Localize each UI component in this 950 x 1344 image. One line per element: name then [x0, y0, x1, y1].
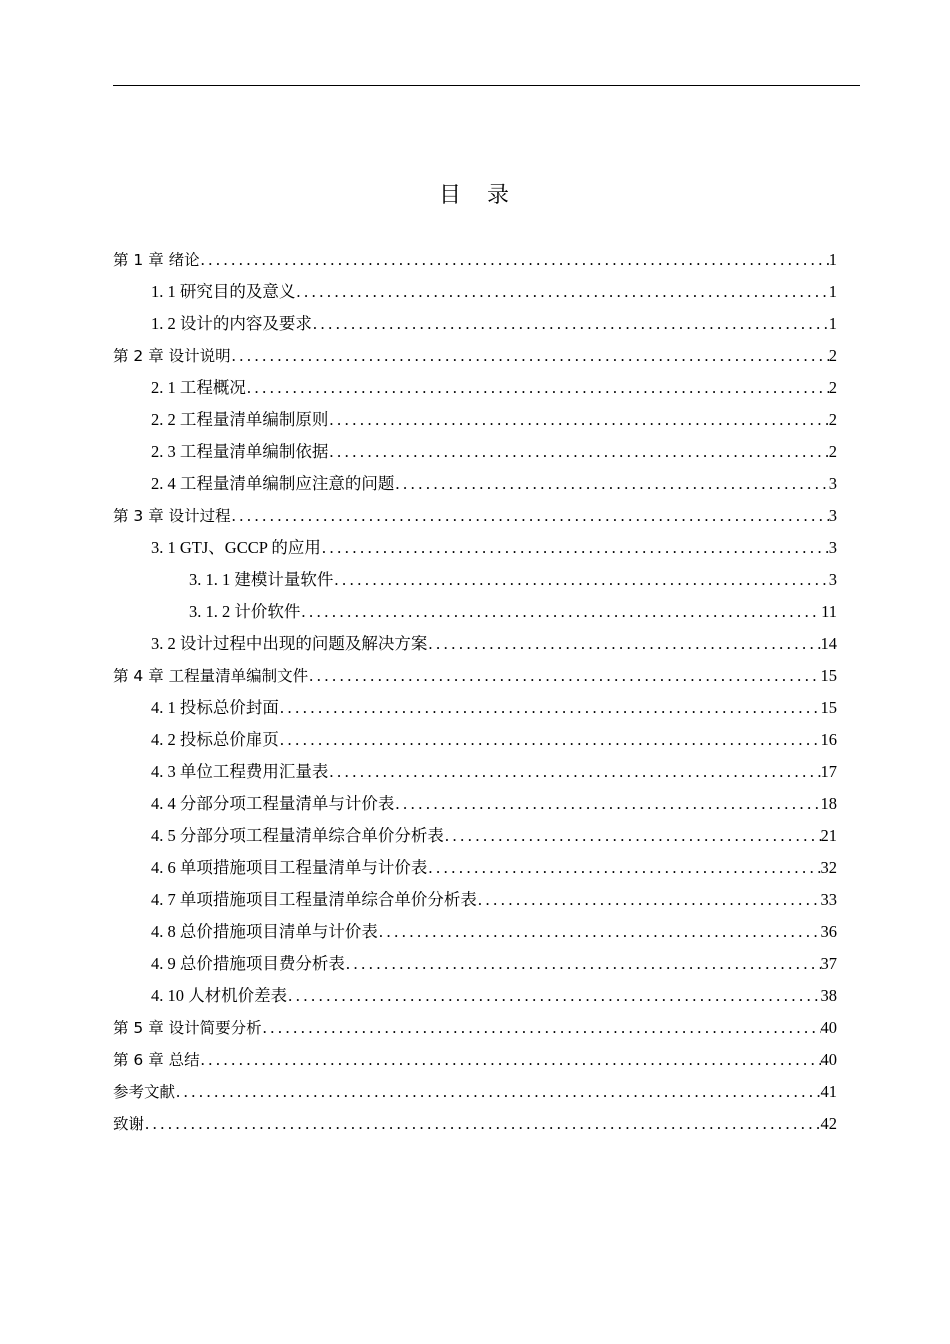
toc-entry-label: 致谢	[113, 1115, 145, 1133]
toc-entry[interactable]	[113, 468, 837, 500]
toc-page-number: 3	[828, 538, 837, 557]
toc-dot-leader	[427, 852, 820, 884]
toc-dot-leader	[427, 628, 820, 660]
toc-entry[interactable]	[113, 980, 837, 1012]
toc-entry[interactable]	[113, 820, 837, 852]
toc-entry[interactable]	[113, 1108, 837, 1140]
toc-entry-label: 2. 1 工程概况	[151, 378, 246, 397]
toc-entry[interactable]	[113, 788, 837, 820]
toc-entry-label: 3. 2 设计过程中出现的问题及解决方案	[151, 634, 428, 653]
toc-entry[interactable]	[113, 692, 837, 724]
toc-page-number: 40	[820, 1050, 837, 1069]
toc-page-number: 2	[828, 442, 837, 461]
toc-dot-leader	[345, 948, 821, 980]
toc-dot-leader	[394, 788, 820, 820]
toc-entry[interactable]	[113, 436, 837, 468]
toc-entry-label: 3. 1. 1 建模计量软件	[189, 570, 334, 589]
toc-entry[interactable]	[113, 532, 837, 564]
toc-dot-leader	[321, 532, 829, 564]
toc-page-number: 2	[828, 378, 837, 397]
toc-entry[interactable]	[113, 244, 837, 276]
toc-page-number: 17	[820, 762, 837, 781]
toc-page-number: 1	[828, 282, 837, 301]
toc-entry-label: 第 3 章 设计过程	[113, 507, 231, 525]
toc-entry[interactable]	[113, 308, 837, 340]
toc-page-number: 2	[828, 346, 837, 365]
toc-entry-label: 4. 1 投标总价封面	[151, 698, 279, 717]
toc-page-number: 3	[828, 570, 837, 589]
toc-page-number: 1	[828, 314, 837, 333]
toc-page-number: 36	[820, 922, 837, 941]
toc-page-number: 37	[820, 954, 837, 973]
toc-dot-leader	[279, 692, 821, 724]
toc-page-number: 42	[820, 1114, 837, 1133]
toc-entry-label: 4. 8 总价措施项目清单与计价表	[151, 922, 378, 941]
toc-page-number: 3	[828, 506, 837, 525]
toc-entry[interactable]	[113, 852, 837, 884]
toc-page-number: 41	[820, 1082, 837, 1101]
toc-dot-leader	[378, 916, 821, 948]
toc-dot-leader	[328, 756, 820, 788]
toc-dot-leader	[300, 596, 821, 628]
toc-entry[interactable]	[113, 884, 837, 916]
toc-entry[interactable]	[113, 1076, 837, 1108]
toc-entry-label: 1. 1 研究目的及意义	[151, 282, 296, 301]
toc-entry[interactable]	[113, 1012, 837, 1044]
toc-entry[interactable]	[113, 340, 837, 372]
toc-dot-leader	[477, 884, 821, 916]
toc-entry[interactable]	[113, 372, 837, 404]
toc-entry-label: 2. 2 工程量清单编制原则	[151, 410, 329, 429]
toc-dot-leader	[287, 980, 820, 1012]
toc-entry-label: 4. 5 分部分项工程量清单综合单价分析表	[151, 826, 444, 845]
toc-entry-label: 第 1 章 绪论	[113, 251, 200, 269]
table-of-contents	[113, 244, 837, 1140]
toc-entry[interactable]	[113, 916, 837, 948]
toc-entry-label: 第 2 章 设计说明	[113, 347, 231, 365]
toc-dot-leader	[328, 436, 828, 468]
toc-page-number: 3	[828, 474, 837, 493]
toc-entry[interactable]	[113, 564, 837, 596]
toc-entry[interactable]	[113, 628, 837, 660]
toc-dot-leader	[308, 660, 820, 692]
toc-entry-label: 4. 2 投标总价扉页	[151, 730, 279, 749]
toc-entry[interactable]	[113, 404, 837, 436]
toc-entry-label: 第 4 章 工程量清单编制文件	[113, 667, 309, 685]
toc-dot-leader	[144, 1108, 820, 1140]
toc-page-number: 38	[820, 986, 837, 1005]
toc-dot-leader	[231, 500, 829, 532]
toc-entry-label: 4. 7 单项措施项目工程量清单综合单价分析表	[151, 890, 477, 909]
toc-entry-label: 2. 4 工程量清单编制应注意的问题	[151, 474, 395, 493]
toc-page-number: 14	[820, 634, 837, 653]
toc-dot-leader	[200, 1044, 821, 1076]
toc-entry-label: 第 5 章 设计简要分析	[113, 1019, 262, 1037]
toc-page-number: 40	[820, 1018, 837, 1037]
toc-entry[interactable]	[113, 756, 837, 788]
toc-dot-leader	[175, 1076, 820, 1108]
toc-page-number: 2	[828, 410, 837, 429]
toc-page-number: 15	[820, 698, 837, 717]
toc-entry-label: 4. 6 单项措施项目工程量清单与计价表	[151, 858, 428, 877]
toc-dot-leader	[262, 1012, 821, 1044]
toc-entry-label: 参考文献	[113, 1083, 176, 1101]
toc-entry-label: 3. 1 GTJ、GCCP 的应用	[151, 538, 321, 557]
toc-entry-label: 第 6 章 总结	[113, 1051, 200, 1069]
toc-entry-label: 3. 1. 2 计价软件	[189, 602, 301, 621]
toc-dot-leader	[328, 404, 828, 436]
toc-entry[interactable]	[113, 1044, 837, 1076]
toc-page-number: 16	[820, 730, 837, 749]
toc-entry-label: 2. 3 工程量清单编制依据	[151, 442, 329, 461]
toc-entry[interactable]	[113, 660, 837, 692]
toc-entry-label: 4. 10 人材机价差表	[151, 986, 288, 1005]
header-rule	[113, 85, 860, 86]
toc-page-number: 15	[820, 666, 837, 685]
toc-entry[interactable]	[113, 596, 837, 628]
toc-dot-leader	[312, 308, 829, 340]
toc-dot-leader	[200, 244, 829, 276]
toc-dot-leader	[444, 820, 821, 852]
toc-entry-label: 1. 2 设计的内容及要求	[151, 314, 312, 333]
toc-page-number: 33	[820, 890, 837, 909]
toc-dot-leader	[231, 340, 829, 372]
toc-entry[interactable]	[113, 948, 837, 980]
toc-page-number: 1	[828, 250, 837, 269]
toc-dot-leader	[394, 468, 828, 500]
toc-page-number: 18	[820, 794, 837, 813]
toc-dot-leader	[333, 564, 828, 596]
toc-entry[interactable]	[113, 276, 837, 308]
page-title: 目 录	[438, 183, 511, 208]
toc-page-number: 21	[820, 826, 837, 845]
toc-page-number: 32	[820, 858, 837, 877]
toc-dot-leader	[295, 276, 828, 308]
toc-dot-leader	[279, 724, 821, 756]
toc-entry-label: 4. 3 单位工程费用汇量表	[151, 762, 329, 781]
toc-entry[interactable]	[113, 724, 837, 756]
toc-entry[interactable]	[113, 500, 837, 532]
toc-entry-label: 4. 4 分部分项工程量清单与计价表	[151, 794, 395, 813]
toc-page-number: 11	[821, 602, 837, 621]
toc-entry-label: 4. 9 总价措施项目费分析表	[151, 954, 345, 973]
toc-dot-leader	[246, 372, 829, 404]
